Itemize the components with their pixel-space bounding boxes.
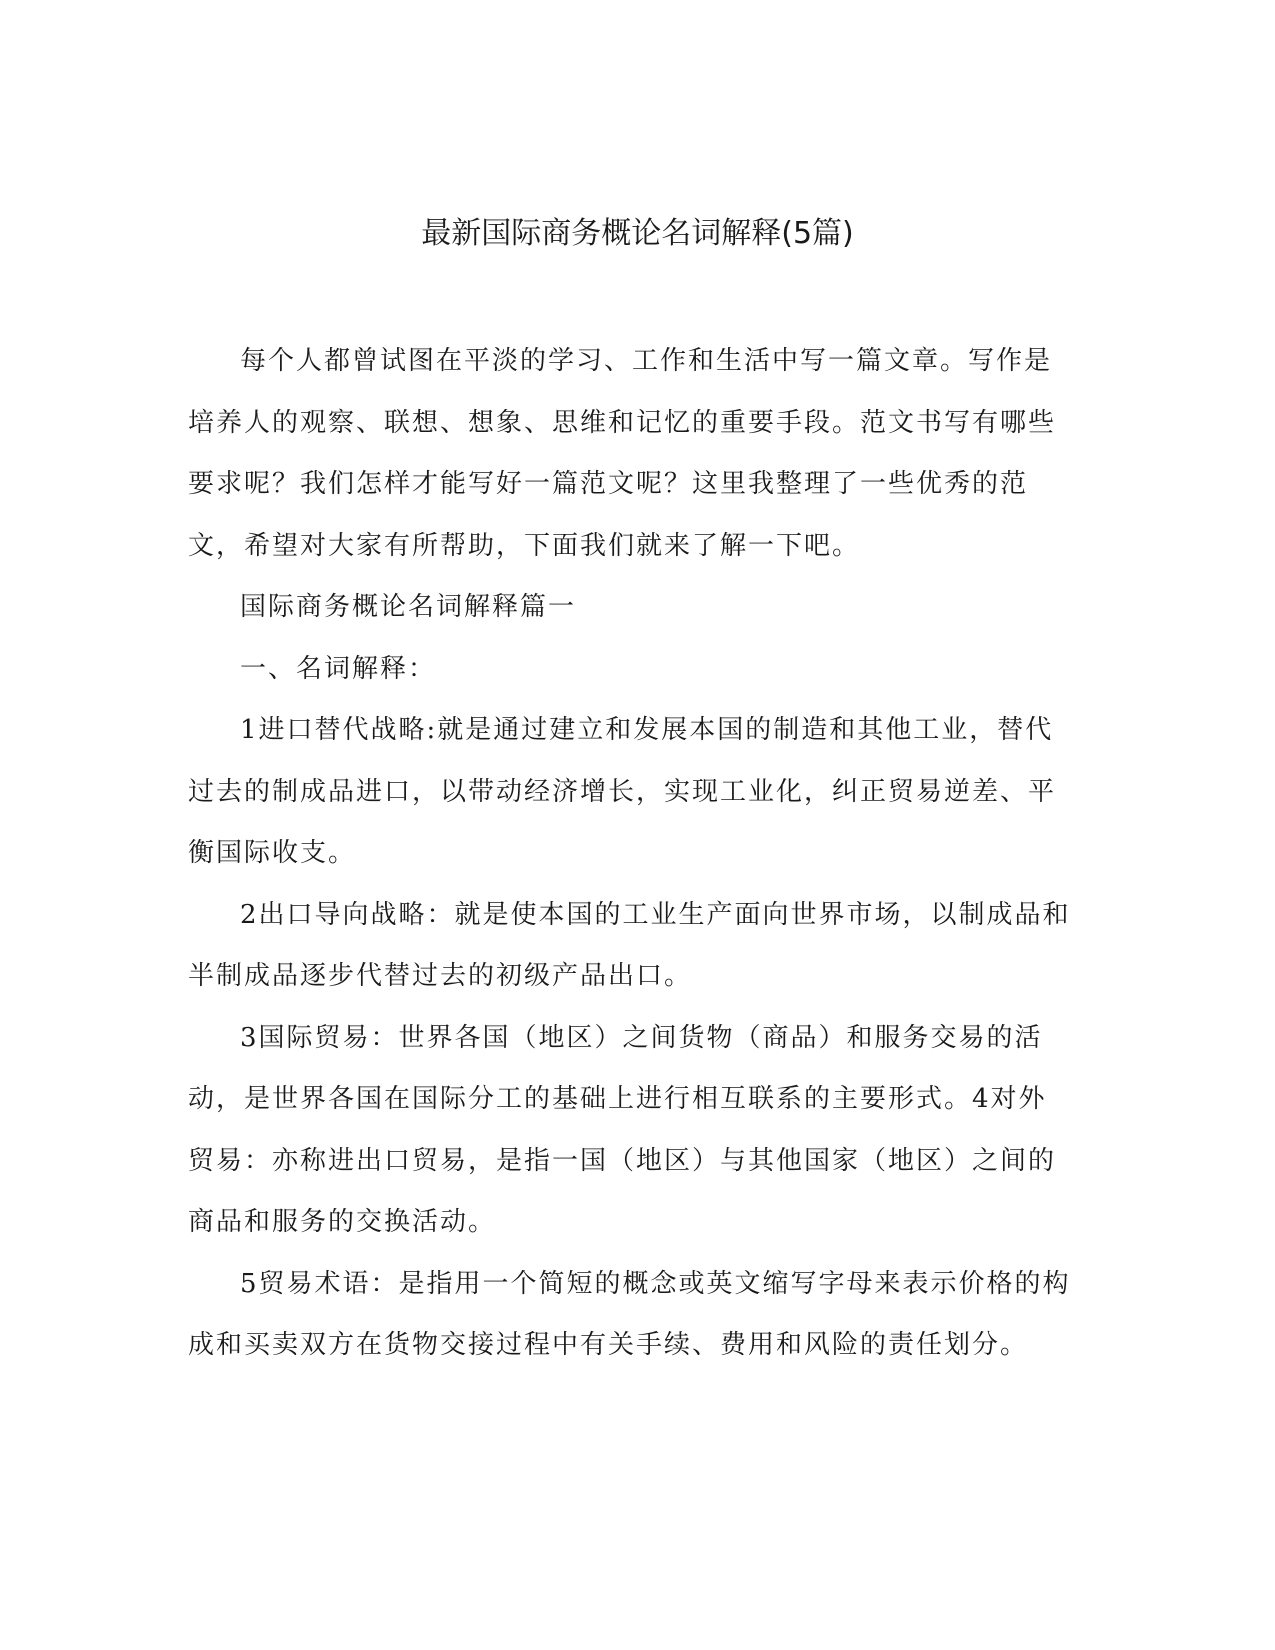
definition-paragraph: 5贸易术语：是指用一个简短的概念或英文缩写字母来表示价格的构成和买卖双方在货物交接过程中有关手续、费用和风险的责任划分。	[188, 1268, 1071, 1360]
definition-paragraph: 3国际贸易：世界各国（地区）之间货物（商品）和服务交易的活动，是世界各国在国际分工的基础上进行相互联系的主要形式。4对外贸易：亦称进出口贸易，是指一国（地区）与其他国家（地区）之间的商品和服务的交换活动。	[188, 1022, 1057, 1237]
definition-paragraph: 2出口导向战略：就是使本国的工业生产面向世界市场，以制成品和半制成品逐步代替过去的初级产品出口。	[188, 899, 1071, 991]
section-heading: 国际商务概论名词解释篇一	[240, 592, 577, 622]
intro-paragraph: 每个人都曾试图在平淡的学习、工作和生活中写一篇文章。写作是培养人的观察、联想、想象、思维和记忆的重要手段。范文书写有哪些要求呢？我们怎样才能写好一篇范文呢？这里我整理了一些优秀的范文，希望对大家有所帮助，下面我们就来了解一下吧。	[188, 346, 1057, 561]
document-title: 最新国际商务概论名词解释(5篇)	[421, 216, 854, 251]
definition-paragraph: 1进口替代战略:就是通过建立和发展本国的制造和其他工业，替代过去的制成品进口，以带动经济增长，实现工业化，纠正贸易逆差、平衡国际收支。	[188, 715, 1057, 868]
document-body	[188, 331, 1074, 1377]
subsection-heading: 一、名词解释：	[240, 653, 437, 684]
